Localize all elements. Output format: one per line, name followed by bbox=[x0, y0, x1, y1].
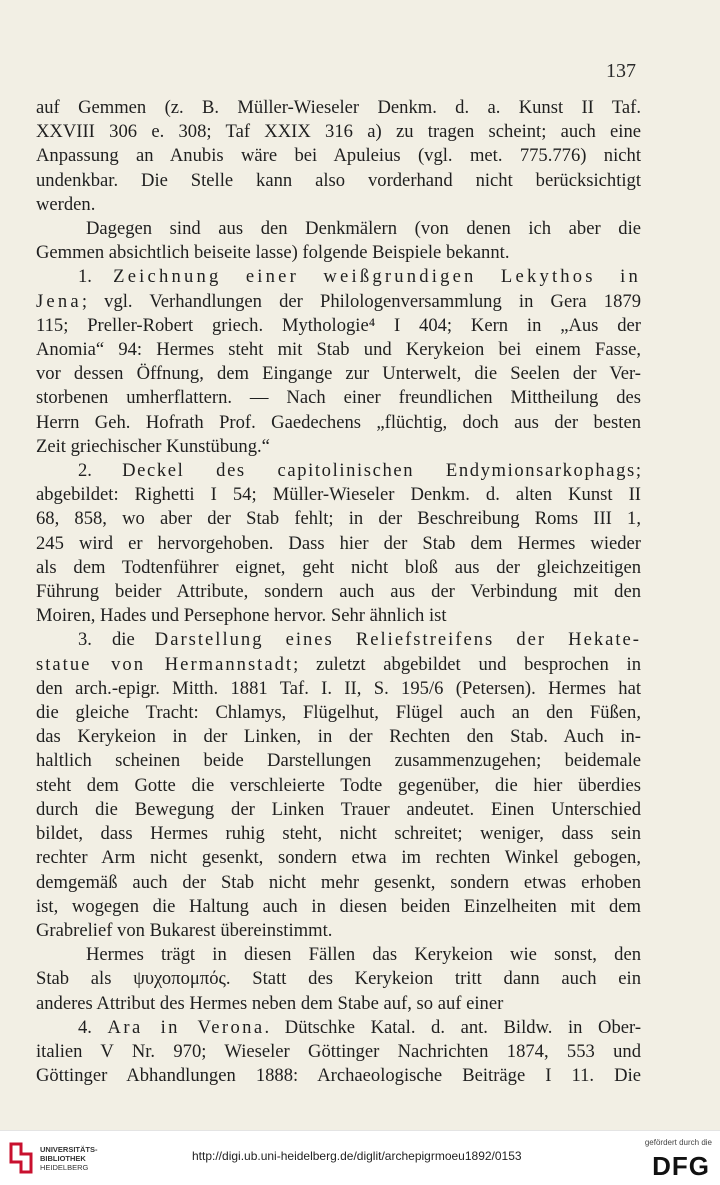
text-line: auf Gemmen (z. B. Müller-Wieseler Denkm. d. a. Kunst II Taf. bbox=[36, 97, 641, 118]
text-line: storbenen umherflattern. — Nach einer freundlichen Mittheilung des bbox=[36, 387, 641, 409]
text-line: Hermes trägt in diesen Fällen das Kerykeion wie sonst, den bbox=[86, 944, 641, 966]
text-line: Anpassung an Anubis wäre bei Apuleius (vgl. met. 775.776) nicht bbox=[36, 145, 641, 167]
text-line: Herrn Geh. Hofrath Prof. Gaedechens „flüchtig, doch aus der besten bbox=[36, 411, 641, 433]
text-line: Führung beider Attribute, sondern auch aus der Verbindung mit den bbox=[36, 581, 641, 603]
text-line: haltlich scheinen beide Darstellungen zusammenzugehen; beidemale bbox=[36, 750, 641, 772]
text-line: durch die Bewegung der Linken Trauer andeutet. Einen Unterschied bbox=[36, 798, 641, 820]
text-line: XXVIII 306 e. 308; Taf XXIX 316 a) zu tragen scheint; auch eine bbox=[36, 121, 641, 143]
text-line: Anomia“ 94: Hermes steht mit Stab und Kerykeion bei einem Fasse, bbox=[36, 339, 641, 361]
list-item-heading: 1. Zeichnung einer weißgrundigen Lekythos in bbox=[78, 266, 641, 288]
funder-caption: gefördert durch die bbox=[644, 1138, 712, 1147]
library-name: UNIVERSITÄTS- BIBLIOTHEK HEIDELBERG bbox=[40, 1145, 98, 1172]
text-line: ist, wogegen die Haltung auch in diesen beiden Einzelheiten mit dem bbox=[36, 895, 641, 917]
list-item-heading: 3. die Darstellung eines Reliefstreifens der Hekate- bbox=[78, 629, 641, 651]
list-item-heading: 2. Deckel des capitolinischen Endymionsarkophags; bbox=[78, 460, 641, 482]
text-line: 115; Preller-Robert griech. Mythologie⁴ I 404; Kern in „Aus der bbox=[36, 314, 641, 336]
text-line: rechter Arm nicht gesenkt, sondern etwa im rechten Winkel gebogen, bbox=[36, 847, 641, 869]
text-line: den arch.-epigr. Mitth. 1881 Taf. I. II, S. 195/6 (Petersen). Hermes hat bbox=[36, 677, 641, 699]
text-line: Göttinger Abhandlungen 1888: Archaeologische Beiträge I 11. Die bbox=[36, 1065, 641, 1087]
document-url-link[interactable]: http://digi.ub.uni-heidelberg.de/diglit/archepigrmoeu1892/0153 bbox=[192, 1149, 522, 1163]
text-line: anderes Attribut des Hermes neben dem Stabe auf, so auf einer bbox=[36, 992, 504, 1014]
text-line: die gleiche Tracht: Chlamys, Flügelhut, Flügel auch an den Füßen, bbox=[36, 702, 641, 724]
text-line: 68, 858, wo aber der Stab fehlt; in der Beschreibung Roms III 1, bbox=[36, 508, 641, 530]
university-seal-icon bbox=[8, 1142, 34, 1174]
text-line: Moiren, Hades und Persephone hervor. Sehr ähnlich ist bbox=[36, 605, 447, 627]
text-line: demgemäß auch der Stab nicht mehr gesenkt, sondern etwas erhoben bbox=[36, 871, 641, 893]
text-line: als dem Todtenführer eignet, geht nicht bloß aus der gleichzeitigen bbox=[36, 556, 641, 578]
text-line: Jena; vgl. Verhandlungen der Philologenversammlung in Gera 1879 bbox=[36, 290, 641, 312]
list-item-heading: 4. Ara in Verona. Dütschke Katal. d. ant. Bildw. in Ober- bbox=[78, 1016, 641, 1038]
text-line: abgebildet: Righetti I 54; Müller-Wieseler Denkm. d. alten Kunst II bbox=[36, 484, 641, 506]
text-line: Stab als ψυχοπομπός. Statt des Kerykeion tritt dann auch ein bbox=[36, 968, 641, 990]
dfg-logo: DFG bbox=[652, 1151, 710, 1181]
text-line: Grabrelief von Bukarest übereinstimmt. bbox=[36, 919, 333, 941]
footer-bar bbox=[0, 1130, 720, 1185]
text-line: statue von Hermannstadt; zuletzt abgebildet und besprochen in bbox=[36, 653, 641, 675]
text-line: vor dessen Öffnung, dem Eingange zur Unterwelt, die Seelen der Ver- bbox=[36, 363, 641, 385]
text-line: steht dem Gotte die verschleierte Todte gegenüber, die hier überdies bbox=[36, 774, 641, 796]
text-line: 245 wird er hervorgehoben. Dass hier der Stab dem Hermes wieder bbox=[36, 532, 641, 554]
page-number: 137 bbox=[606, 60, 636, 82]
text-line: bildet, dass Hermes ruhig steht, nicht schreitet; weniger, dass sein bbox=[36, 823, 641, 845]
text-line: werden. bbox=[36, 193, 96, 215]
text-line: undenkbar. Die Stelle kann also vorderhand nicht berücksichtigt bbox=[36, 169, 641, 191]
text-line: das Kerykeion in der Linken, in der Rechten den Stab. Auch in- bbox=[36, 726, 641, 748]
text-line: Gemmen absichtlich beiseite lasse) folgende Beispiele bekannt. bbox=[36, 242, 510, 264]
text-line: Zeit griechischer Kunstübung.“ bbox=[36, 435, 270, 457]
body-text bbox=[36, 96, 641, 1088]
text-line: italien V Nr. 970; Wieseler Göttinger Nachrichten 1874, 553 und bbox=[36, 1040, 641, 1062]
text-line: Dagegen sind aus den Denkmälern (von denen ich aber die bbox=[86, 218, 641, 240]
